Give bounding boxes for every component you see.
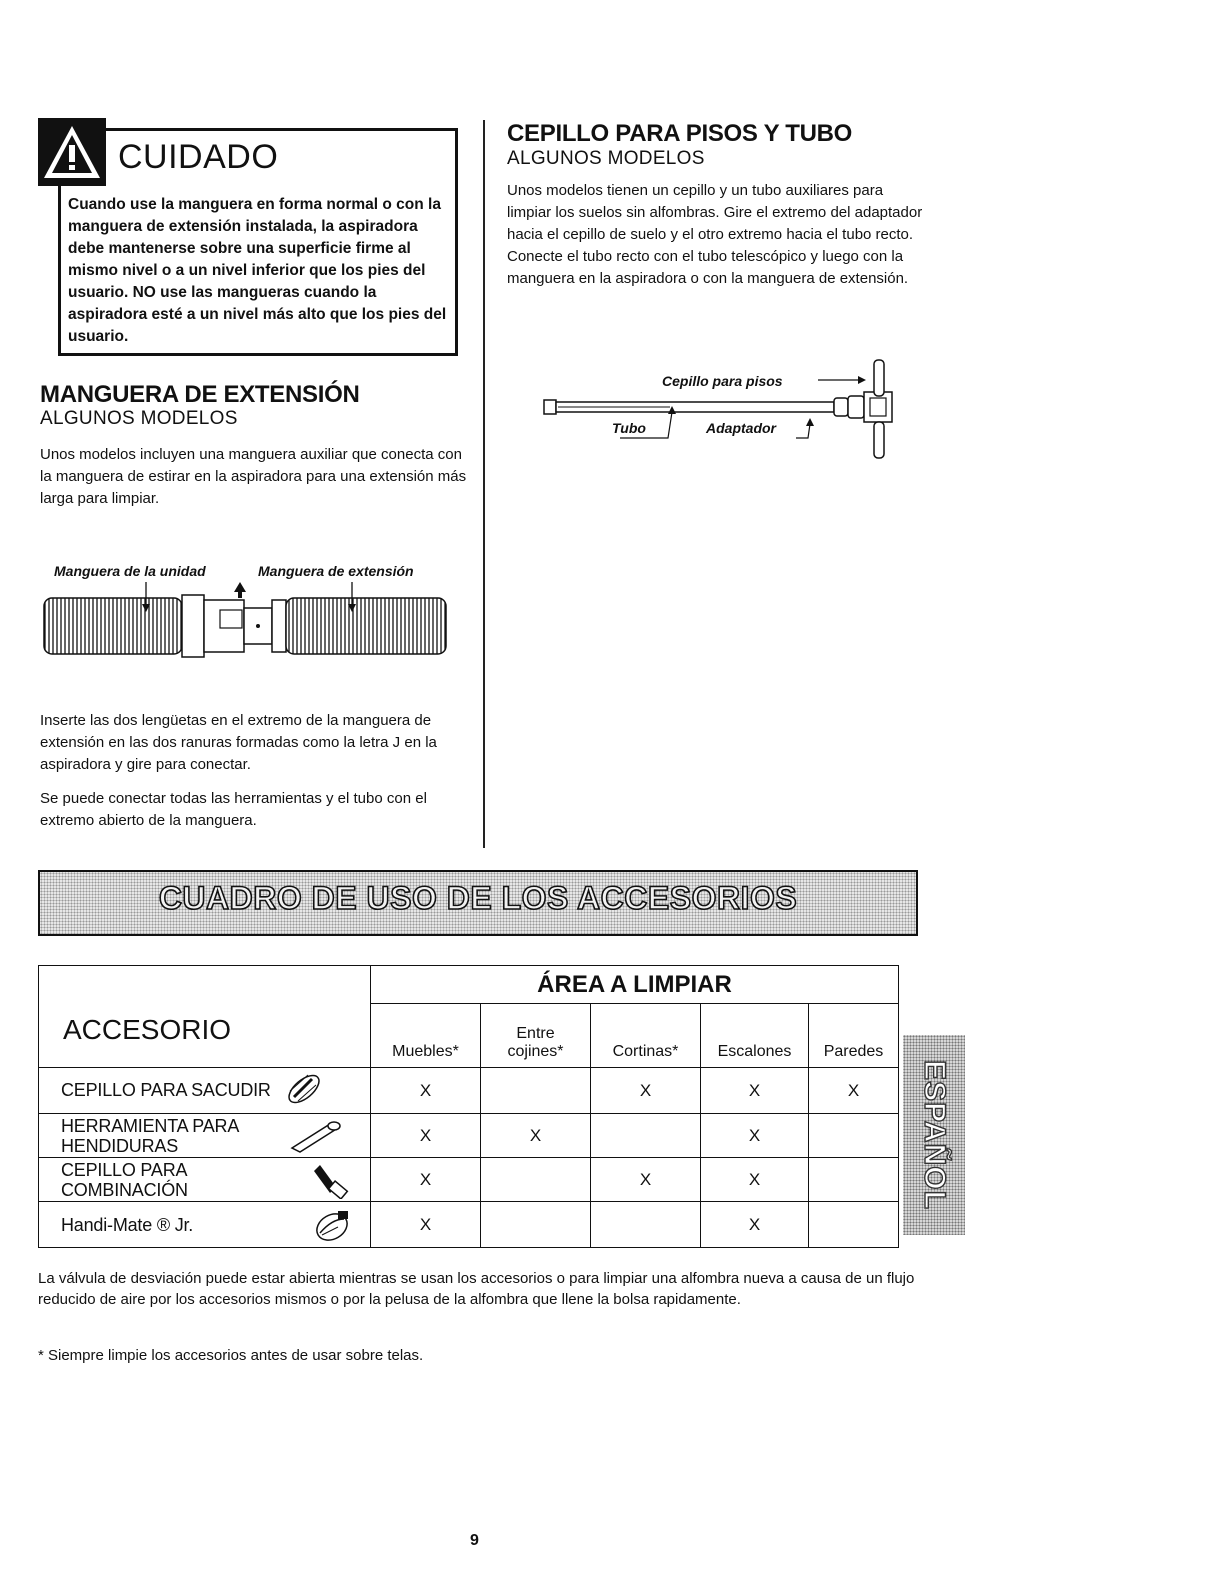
mark-cell: X (701, 1202, 809, 1248)
accessory-name: CEPILLO PARA SACUDIR (61, 1079, 271, 1100)
extension-hose-description: Unos modelos incluyen una manguera auxiliar que conecta con la manguera de estirar en la aspiradora para una extensión más larga para limpiar. (40, 446, 467, 507)
handi-mate-icon (310, 1205, 354, 1245)
accessory-column-header: ACCESORIO (39, 966, 371, 1068)
table-row (39, 1202, 899, 1248)
column-walls: Paredes (809, 1004, 899, 1068)
combination-brush-icon (310, 1161, 354, 1199)
dusting-brush-icon (280, 1071, 324, 1111)
floor-brush-label: Cepillo para pisos (662, 373, 783, 389)
extension-hose-title: MANGUERA DE EXTENSIÓN (40, 381, 360, 408)
column-cushions-label: Entre cojines* (507, 1025, 564, 1060)
mark-cell: X (701, 1068, 809, 1114)
extension-hose-subtitle: ALGUNOS MODELOS (40, 408, 238, 429)
mark-cell (591, 1114, 701, 1158)
column-curtains: Cortinas* (591, 1004, 701, 1068)
extension-connect-text: Se puede conectar todas las herramientas y el tubo con el extremo abierto de la manguera. (40, 790, 427, 829)
accessory-chart-title: CUADRO DE USO DE LOS ACCESORIOS (158, 880, 798, 916)
mark-cell: X (809, 1068, 899, 1114)
floor-brush-illustration (540, 350, 900, 470)
adapter-label: Adaptador (706, 420, 776, 436)
floor-brush-subtitle: ALGUNOS MODELOS (507, 148, 705, 169)
accessory-usage-table (38, 965, 899, 1248)
mark-cell (809, 1114, 899, 1158)
accessory-cell (39, 1114, 371, 1158)
mark-cell (481, 1158, 591, 1202)
mark-cell (481, 1068, 591, 1114)
mark-cell: X (701, 1114, 809, 1158)
page-number: 9 (470, 1532, 479, 1549)
column-divider (483, 120, 485, 848)
mark-cell: X (591, 1158, 701, 1202)
mark-cell: X (591, 1068, 701, 1114)
floor-brush-title: CEPILLO PARA PISOS Y TUBO (507, 120, 853, 147)
floor-brush-description: Unos modelos tienen un cepillo y un tubo auxiliares para limpiar los suelos sin alfombras. Gire el extremo del adaptador hacia el cepillo de suelo y el otro extremo hacia el tubo recto. Conecte el tubo recto con el tubo telescópico y luego con la manguera en la aspiradora o con la manguera de extensión. (507, 182, 923, 287)
extension-hose-label: Manguera de extensión (258, 563, 414, 579)
warning-triangle-icon (38, 118, 106, 186)
area-header: ÁREA A LIMPIAR (371, 966, 899, 1004)
accessory-cell (39, 1202, 371, 1248)
mark-cell: X (371, 1114, 481, 1158)
crevice-tool-icon (286, 1118, 346, 1154)
mark-cell: X (371, 1202, 481, 1248)
table-row (39, 1158, 899, 1202)
hose-connection-illustration (40, 580, 460, 660)
column-furniture: Muebles* (371, 1004, 481, 1068)
column-cushions (481, 1004, 591, 1068)
language-tab-text: ESPAÑOL (918, 1060, 951, 1210)
mark-cell: X (481, 1114, 591, 1158)
table-row (39, 1068, 899, 1114)
mark-cell (809, 1158, 899, 1202)
mark-cell (481, 1202, 591, 1248)
accessory-name: HERRAMIENTA PARA HENDIDURAS (61, 1115, 239, 1156)
valve-footnote: La válvula de desviación puede estar abierta mientras se usan los accesorios o para limpiar una alfombra nueva a causa de un flujo reducido de aire por los accesorios mismos o por la pelusa de la alfombra que llene la bolsa rapidamente. (38, 1270, 915, 1308)
mark-cell (809, 1202, 899, 1248)
unit-hose-label: Manguera de la unidad (54, 563, 206, 579)
caution-title: CUIDADO (118, 138, 279, 176)
column-stairs: Escalones (701, 1004, 809, 1068)
accessory-name: Handi-Mate ® Jr. (61, 1214, 194, 1235)
tube-label: Tubo (612, 420, 646, 436)
table-row (39, 1114, 899, 1158)
language-tab-label (903, 1035, 965, 1235)
extension-insert-text: Inserte las dos lengüetas en el extremo de la manguera de extensión en las dos ranuras formadas como la letra J en la aspiradora y gire para conectar. (40, 712, 437, 773)
caution-text: Cuando use la manguera en forma normal o con la manguera de extensión instalada, la aspiradora debe mantenerse sobre una superficie firme al mismo nivel o a un nivel inferior que los pies del usuario. NO use las mangueras cuando la aspiradora esté a un nivel más alto que los pies del usuario. (68, 196, 447, 345)
mark-cell: X (371, 1068, 481, 1114)
clean-footnote: * Siempre limpie los accesorios antes de usar sobre telas. (38, 1347, 424, 1364)
mark-cell: X (701, 1158, 809, 1202)
accessory-cell (39, 1158, 371, 1202)
mark-cell: X (371, 1158, 481, 1202)
accessory-name: CEPILLO PARA COMBINACIÓN (61, 1159, 188, 1200)
mark-cell (591, 1202, 701, 1248)
accessory-cell (39, 1068, 371, 1114)
